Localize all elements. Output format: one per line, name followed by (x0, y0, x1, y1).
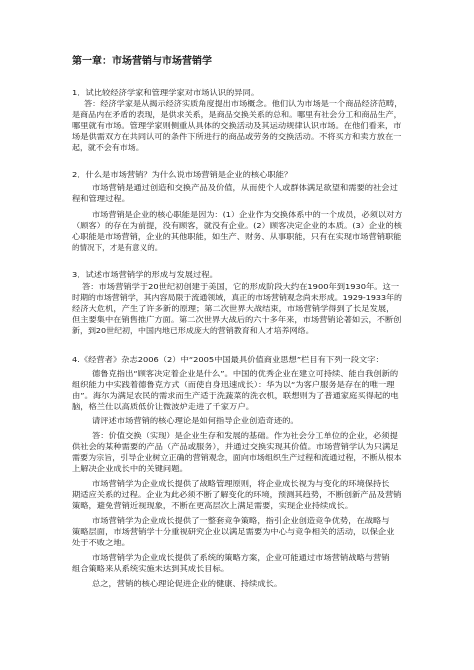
text-line: 总之，营销的核心理论促进企业的健康、持续成长。 (92, 579, 283, 588)
text-line: 时期的市场营销学，其内容局限于流通领域，真正的市场营销观念尚未形成。1929-1933年的 (72, 293, 402, 302)
text-line: 的情况下，才是有意义的。 (72, 243, 163, 252)
text-line: 由”。海尔为满足农民的需求而生产适于洗蔬菜的洗衣机，联想则为了普通家庭买得起的电 (72, 391, 399, 400)
text-line: 答：市场营销学于20世纪初创建于美国，它的形成阶段大约在1900年到1930年。这一 (82, 282, 400, 291)
text-line: 3．试述市场营销学的形成与发展过程。 (72, 270, 218, 279)
text-line: 新，到20世纪初，中国内地已形成庞大的营销教育和人才培养网络。 (72, 326, 314, 335)
text-line: 2．什么是市场营销？为什么说市场营销是企业的核心职能？ (72, 170, 293, 179)
text-line: 市场营销是企业的核心职能是因为：(1）企业作为交换体系中的一个成员，必须以对方 (92, 210, 403, 219)
text-line: （顾客）的存在为前提，没有顾客，就没有企业。(2）顾客决定企业的本质。(3）企业的核 (72, 221, 402, 230)
chapter-title: 第一章：市场营销与市场营销学 (72, 56, 212, 67)
text-line: 期适应关系的过程。企业为此必须不断了解变化的环境，预测其趋势，不断创新产品及营销 (72, 490, 402, 499)
text-line: 起，就不会有市场。 (72, 143, 144, 152)
text-line: 场是供需双方在共同认可的条件下所进行的商品或劳务的交换活动。不将买方和卖方放在一 (72, 132, 402, 141)
text-line: 策略层面，市场营销学十分重视研究企业以满足需要为中心与竞争相关的活动，以保企业 (72, 527, 395, 536)
text-line: 1．试比较经济学家和管理学家对市场认识的异同。 (72, 88, 260, 97)
text-line: 4.《经营者》杂志2006（2）中“2005中国最具价值商业思想”栏目有下列一段文字： (72, 355, 384, 364)
text-line: 供社会的某种需要的产品（产品或服务），并通过交换实现其价值。市场营销学认为只满足 (72, 442, 399, 451)
text-line: 答：价值交换（实现）是企业生存和发展的基础。作为社会分工单位的企业，必须提 (92, 431, 398, 440)
text-line: 答：经济学家是从揭示经济实质角度提出市场概念。他们认为市场是一个商品经济范畴， (84, 99, 403, 108)
text-line: 但主要集中在销售推广方面。第二次世界大战后的六十多年来，市场营销论著如云，不断创 (72, 315, 402, 324)
text-line: 市场营销学为企业成长提供了系统的策略方案，企业可能通过市场营销战略与营销 (92, 553, 390, 562)
text-line: 是商品内在矛盾的表现，是供求关系，是商品交换关系的总和。哪里有社会分工和商品生产， (72, 110, 402, 119)
text-line: 策略，避免营销近视现象，不断在更高层次上满足需要，实现企业持续成长。 (72, 501, 354, 510)
text-line: 需要为宗旨，引导企业树立正确的营销观念，面向市场组织生产过程和流通过程，不断从根本 (72, 453, 402, 462)
text-line: 请评述市场营销的核心理论是如何指导企业创造奇迹的。 (92, 416, 299, 425)
text-line: 组合策略来从系统实施未达到其成长目标。 (72, 564, 230, 573)
text-line: 程和管理过程。 (72, 194, 130, 203)
text-line: 市场营销学为企业成长提供了一整套竞争策略，指引企业创造竞争优势，在战略与 (92, 516, 390, 525)
text-line: 组织能力中实践着德鲁克方式（而使自身迅速成长）：华为以“为客户服务是存在的唯一理 (72, 380, 395, 389)
text-line: 德鲁克指出“顾客决定着企业是什么”。中国的优秀企业在建立可持续、能自我创新的 (92, 369, 399, 378)
text-line: 心职能是市场营销，企业的其他职能，如生产、财务、从事职能，只有在实现市场营销职能 (72, 232, 402, 241)
text-line: 市场营销是通过创造和交换产品及价值，从而使个人或群体满足欲望和需要的社会过 (92, 183, 398, 192)
text-line: 哪里就有市场。管理学家则侧重从具体的交换活动及其运动规律认识市场。在他们看来，市 (72, 121, 402, 130)
text-line: 市场营销学为企业成长提供了战略管理原则，将企业成长视为与变化的环境保持长 (92, 479, 390, 488)
text-line: 上解决企业成长中的关键问题。 (72, 464, 188, 473)
text-line: 经济大危机，产生了许多新的原理；第二次世界大战结束，市场营销学得到了长足发展， (72, 304, 395, 313)
text-line: 脑，格兰仕以高质低价让微波炉走进了千家万户。 (72, 402, 254, 411)
text-line: 处于不败之地。 (72, 538, 130, 547)
